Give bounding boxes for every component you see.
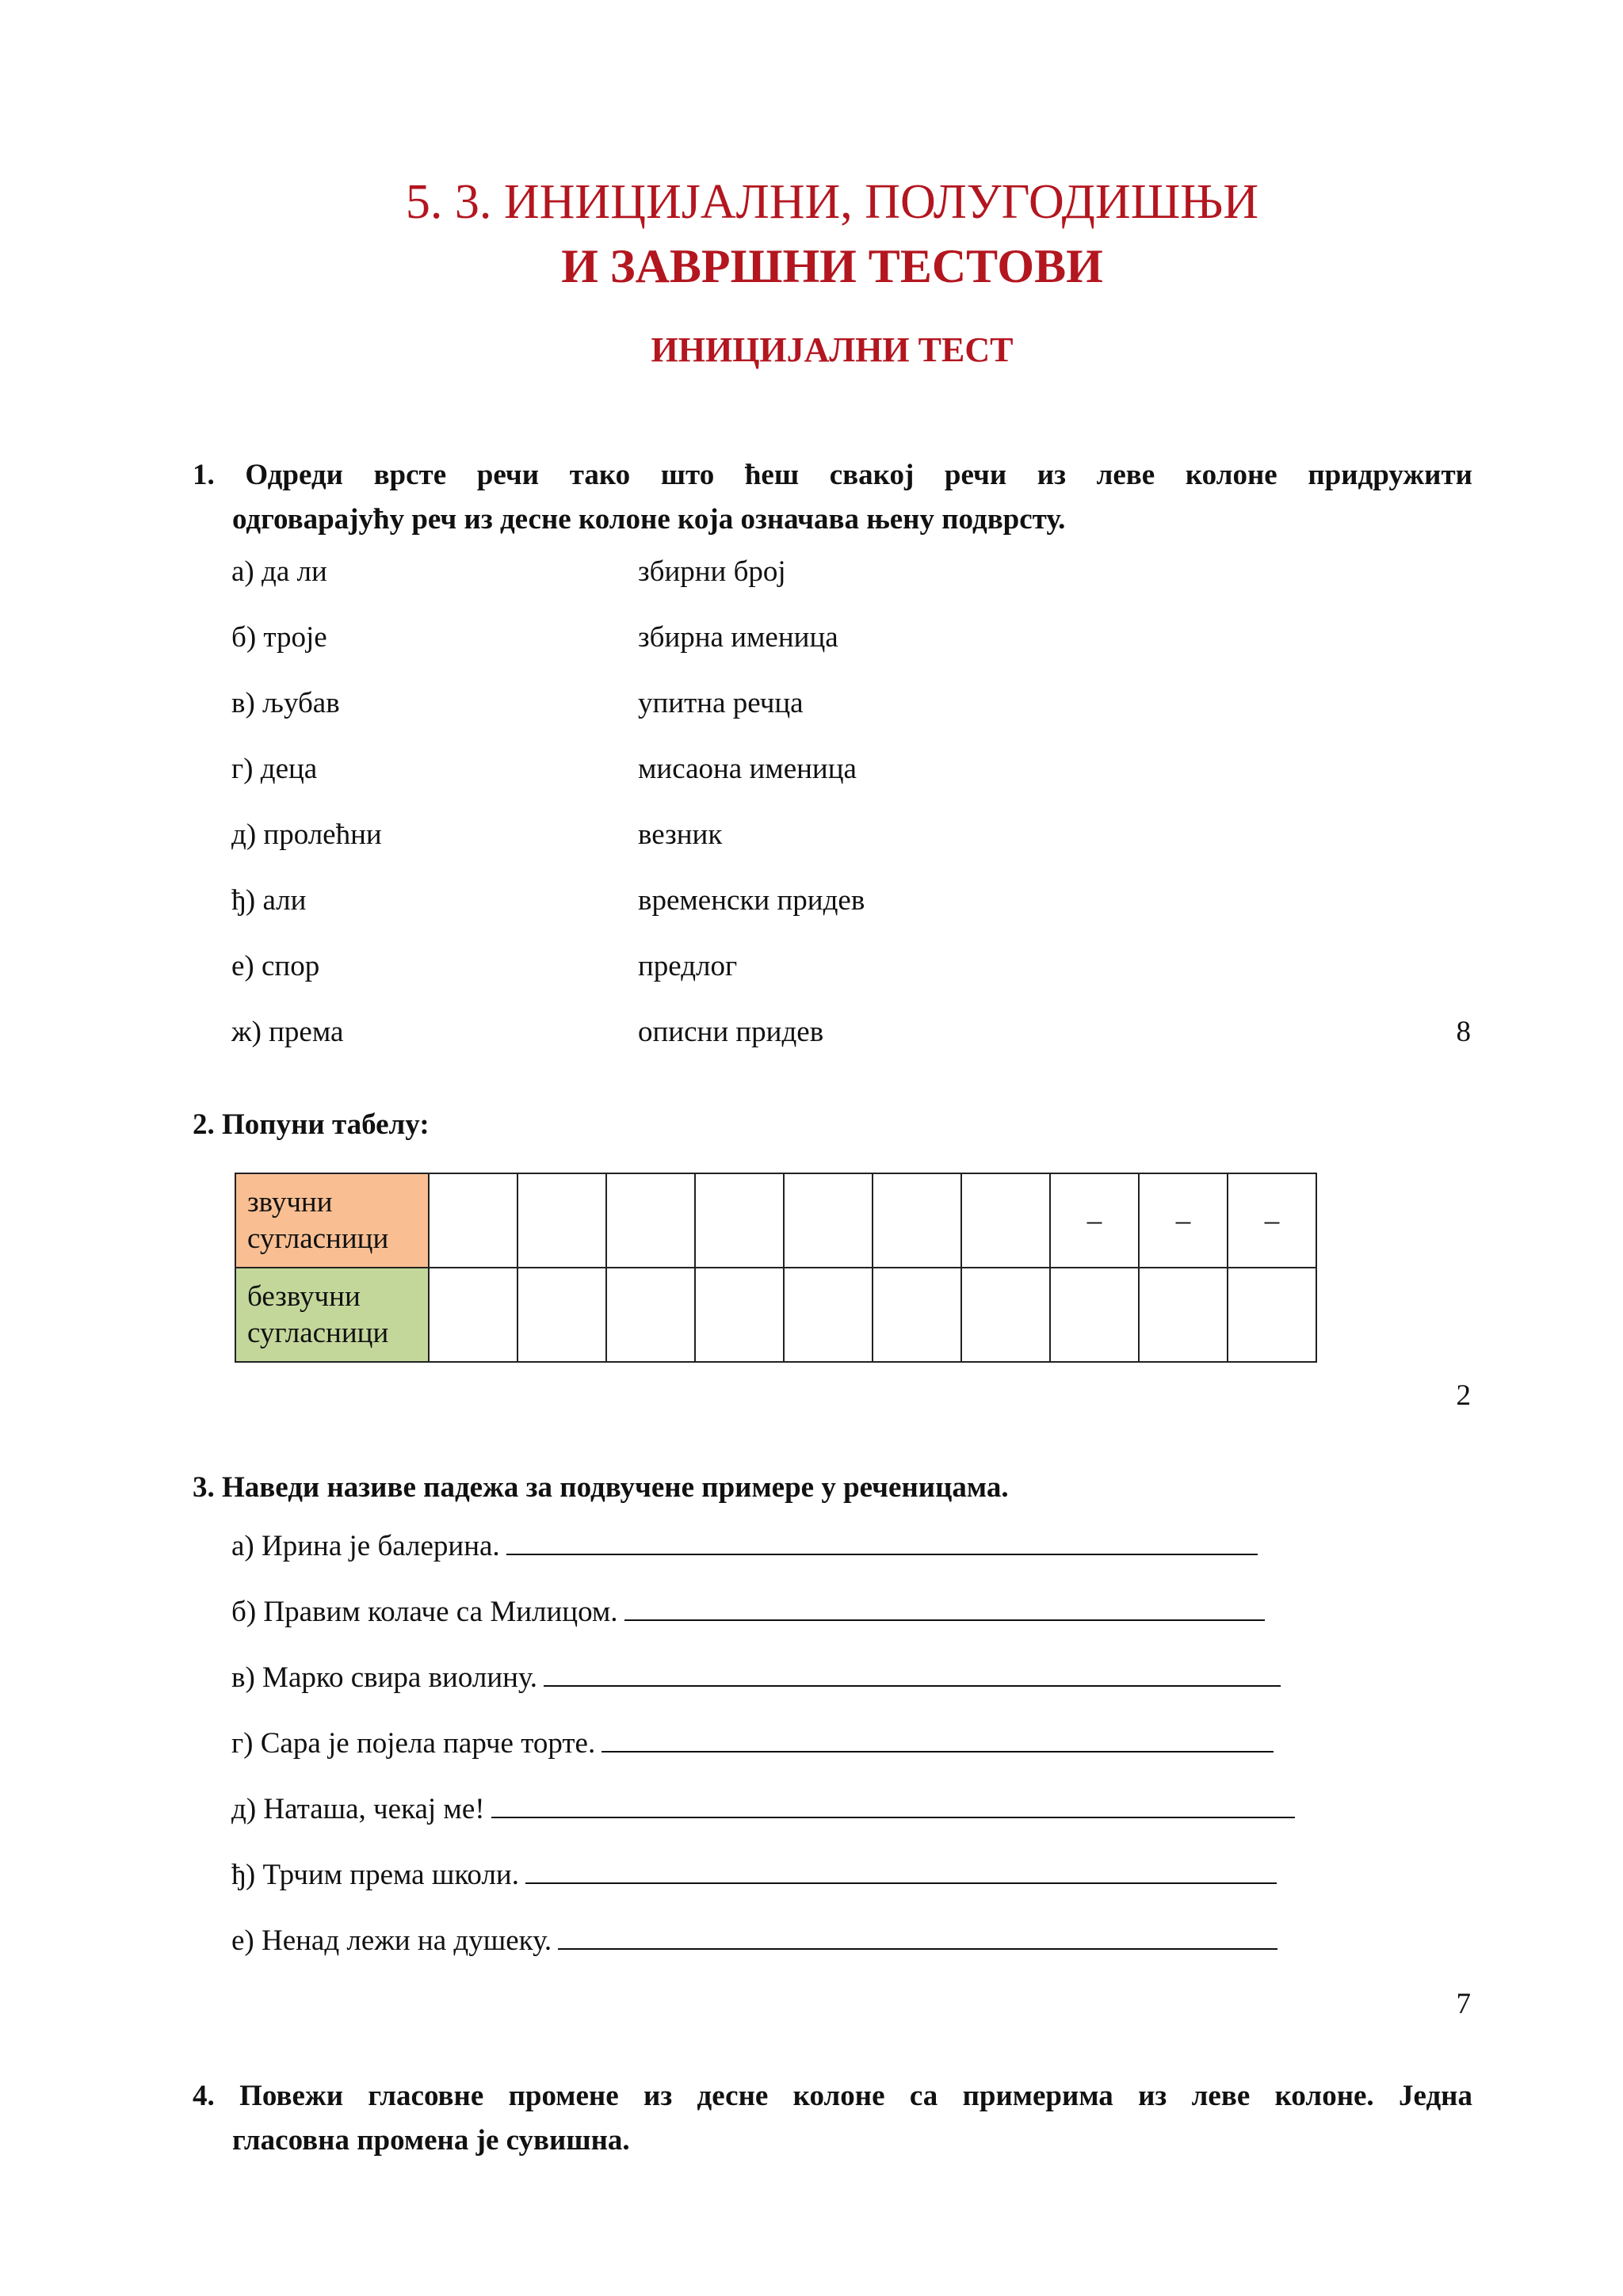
dash-cell: – [1050,1173,1139,1268]
q1-right-item: везник [638,818,723,851]
question-2: 2. Попуни табелу: [193,1108,430,1141]
answer-line[interactable] [601,1724,1274,1753]
question-1-line-1: 1. Одреди врсте речи тако што ћеш свакој речи из леве колоне придружити [193,459,1472,491]
answer-cell[interactable] [784,1173,873,1268]
answer-cell[interactable] [784,1268,873,1362]
q1-score: 8 [1456,1016,1471,1048]
q3-item [231,1527,1258,1563]
voiced-label-word: звучни [247,1185,333,1219]
q3-item [231,1724,1274,1760]
q3-item-text: ђ) Трчим према школи. [231,1859,519,1891]
q3-item [231,1658,1281,1695]
q1-left-item: а) да ли [231,555,327,588]
q1-left-item: ж) према [231,1016,344,1048]
answer-cell[interactable] [695,1268,784,1362]
q3-item-text: в) Марко свира виолину. [231,1661,537,1694]
answer-cell[interactable] [517,1173,606,1268]
q1-left-item: в) љубав [231,687,340,719]
q1-left-item: е) спор [231,950,320,982]
voiceless-label-word: сугласници [247,1316,389,1349]
q3-item-text: е) Ненад лежи на душеку. [231,1924,552,1957]
answer-line[interactable] [491,1790,1295,1818]
answer-cell[interactable] [429,1268,517,1362]
q3-item-text: б) Правим колаче са Милицом. [231,1596,618,1628]
q3-item [231,1790,1295,1826]
answer-cell[interactable] [1139,1268,1228,1362]
q3-item-text: д) Наташа, чекај ме! [231,1793,485,1825]
answer-cell[interactable] [873,1173,961,1268]
q1-right-item: описни придев [638,1016,824,1048]
dash-cell: – [1228,1173,1316,1268]
answer-cell[interactable] [961,1268,1050,1362]
q1-right-item: временски придев [638,884,865,917]
answer-cell[interactable] [606,1173,695,1268]
q3-score: 7 [1456,1988,1471,2020]
question-1 [193,453,1472,542]
q1-left-item: д) пролећни [231,818,382,851]
table-row [235,1268,1316,1362]
answer-cell[interactable] [517,1268,606,1362]
subtitle: ИНИЦИЈАЛНИ ТЕСТ [651,330,1014,369]
q1-left-item: г) деца [231,753,318,785]
q3-item [231,1592,1265,1629]
answer-line[interactable] [544,1658,1281,1687]
title-line-1: 5. 3. ИНИЦИЈАЛНИ, ПОЛУГОДИШЊИ [405,175,1259,229]
q2-score: 2 [1456,1379,1471,1412]
q1-right-item: збирна именица [638,621,838,654]
answer-cell[interactable] [606,1268,695,1362]
voiceless-label-word: безвучни [247,1280,361,1313]
q1-right-item: мисаона именица [638,753,857,785]
question-4-line-1: 4. Повежи гласовне промене из десне колоне са примерима из леве колоне. Једна [193,2080,1472,2112]
q3-item [231,1921,1277,1958]
table-row [235,1173,1316,1268]
answer-line[interactable] [525,1855,1277,1884]
q3-item [231,1855,1277,1892]
q3-item-text: г) Сара је појела парче торте. [231,1727,596,1760]
answer-cell[interactable] [961,1173,1050,1268]
voiceless-label-cell [235,1268,429,1362]
answer-line[interactable] [506,1527,1258,1555]
answer-cell[interactable] [873,1268,961,1362]
answer-cell[interactable] [1228,1268,1316,1362]
dash-cell: – [1139,1173,1228,1268]
question-4-line-2: гласовна промена је сувишна. [232,2124,630,2157]
q1-right-item: предлог [638,950,738,982]
answer-line[interactable] [624,1592,1265,1621]
voiced-label-word: сугласници [247,1222,389,1255]
question-1-line-2: одговарајућу реч из десне колоне која означава њену подврсту. [232,503,1066,536]
consonant-table [235,1173,1317,1363]
question-4 [193,2074,1472,2163]
q1-left-item: ђ) али [231,884,307,917]
q1-left-item: б) троје [231,621,327,654]
voiced-label-cell [235,1173,429,1268]
question-3: 3. Наведи називе падежа за подвучене примере у реченицама. [193,1471,1009,1504]
q1-right-item: збирни број [638,555,786,588]
answer-cell[interactable] [695,1173,784,1268]
q1-right-item: упитна речца [638,687,804,719]
title-line-2: И ЗАВРШНИ ТЕСТОВИ [561,240,1103,292]
answer-cell[interactable] [429,1173,517,1268]
answer-cell[interactable] [1050,1268,1139,1362]
answer-line[interactable] [558,1921,1277,1950]
q3-item-text: а) Ирина је балерина. [231,1530,500,1562]
